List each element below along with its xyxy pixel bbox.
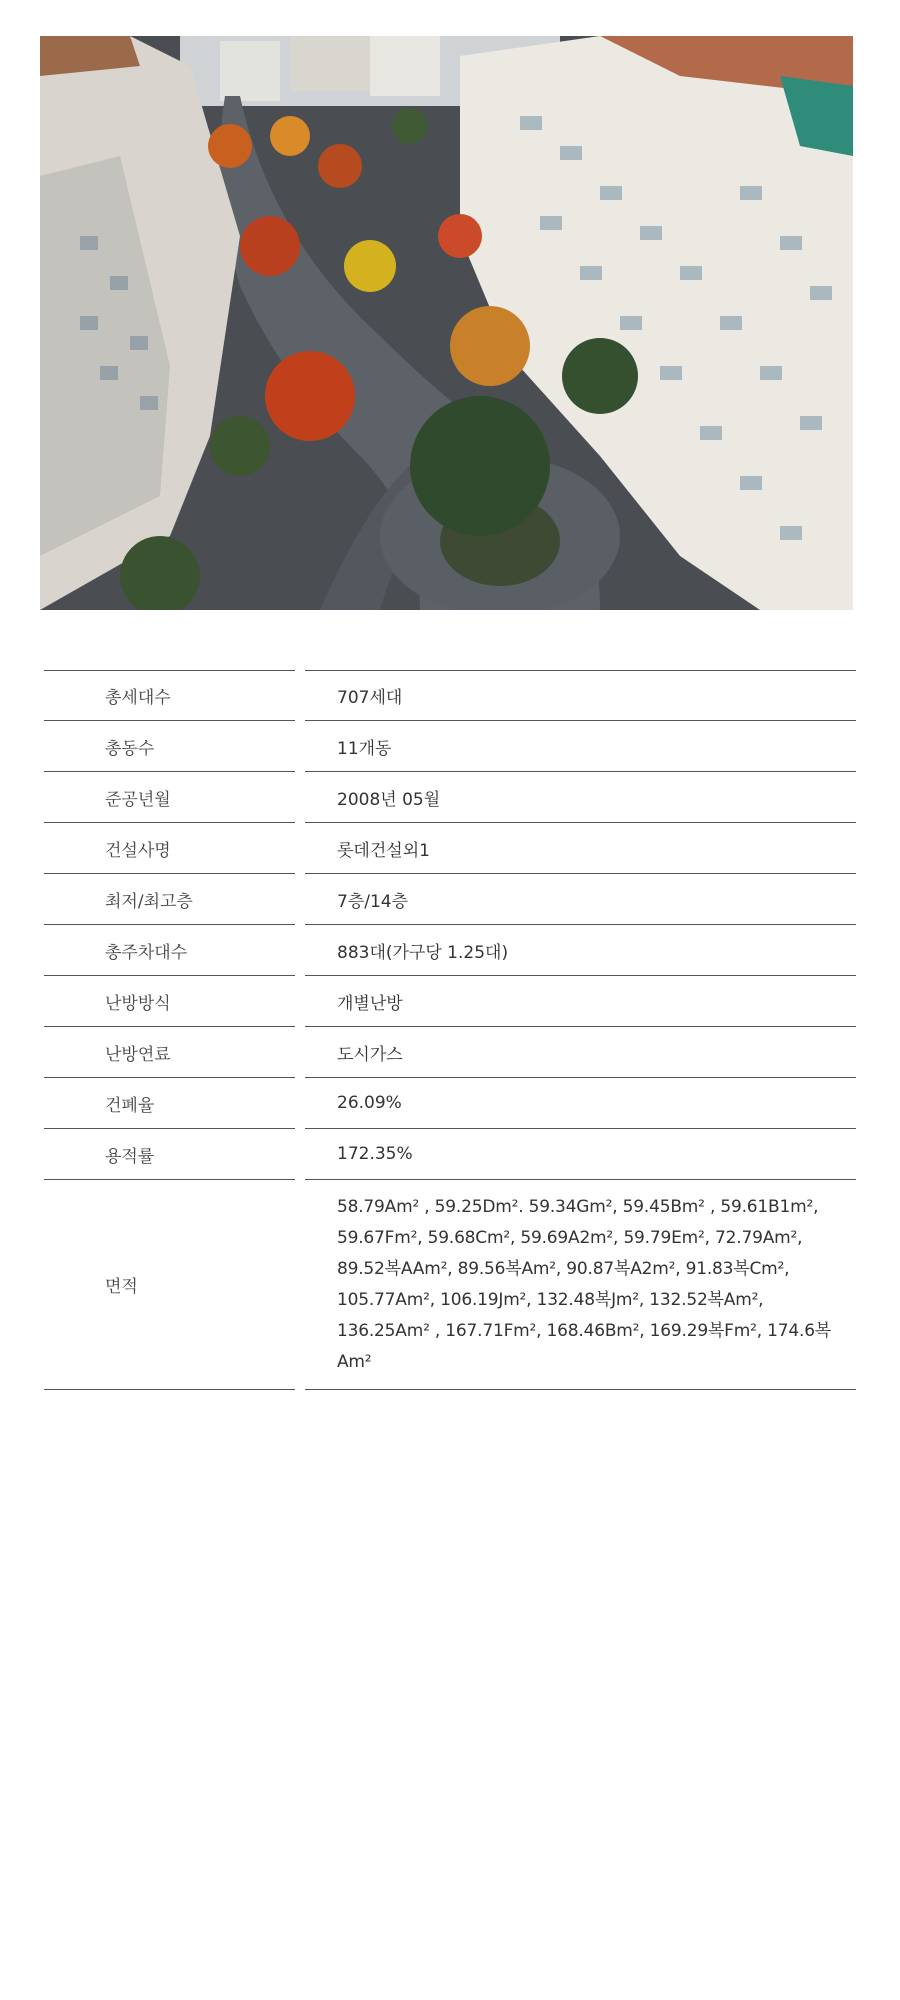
photo-illustration	[40, 36, 853, 610]
info-row-total-households	[44, 670, 856, 721]
info-value: 883대(가구당 1.25대)	[305, 925, 856, 976]
info-value: 롯데건설외1	[305, 823, 856, 874]
info-row-parking	[44, 925, 856, 976]
info-row-completion-date	[44, 772, 856, 823]
info-label: 난방방식	[44, 976, 295, 1027]
info-label: 면적	[44, 1180, 295, 1390]
info-row-builder	[44, 823, 856, 874]
info-row-building-coverage	[44, 1078, 856, 1129]
info-value: 707세대	[305, 670, 856, 721]
info-label: 건폐율	[44, 1078, 295, 1129]
info-row-floors	[44, 874, 856, 925]
info-row-unit-areas	[44, 1180, 856, 1390]
complex-info-table	[44, 670, 856, 1390]
info-row-floor-area-ratio	[44, 1129, 856, 1180]
info-value: 11개동	[305, 721, 856, 772]
info-value: 58.79Am² , 59.25Dm². 59.34Gm², 59.45Bm² , 59.61B1m², 59.67Fm², 59.68Cm², 59.69A2m², 59.79Em², 72.79Am², 89.52복AAm², 89.56복Am², 90.87복A2m², 91.83복Cm², 105.77Am², 106.19Jm², 132.48복Jm², 132.52복Am², 136.25Am² , 167.71Fm², 168.46Bm², 169.29복Fm², 174.6복Am²	[305, 1180, 856, 1390]
info-label: 최저/최고층	[44, 874, 295, 925]
info-label: 용적률	[44, 1129, 295, 1180]
info-value: 2008년 05월	[305, 772, 856, 823]
info-label: 총세대수	[44, 670, 295, 721]
info-row-heating-fuel	[44, 1027, 856, 1078]
info-label: 건설사명	[44, 823, 295, 874]
info-label: 총동수	[44, 721, 295, 772]
info-value: 도시가스	[305, 1027, 856, 1078]
info-value: 26.09%	[305, 1078, 856, 1129]
info-label: 준공년월	[44, 772, 295, 823]
info-label: 난방연료	[44, 1027, 295, 1078]
info-value: 172.35%	[305, 1129, 856, 1180]
info-value: 7층/14층	[305, 874, 856, 925]
info-label: 총주차대수	[44, 925, 295, 976]
info-value: 개별난방	[305, 976, 856, 1027]
complex-aerial-photo	[40, 36, 853, 610]
info-row-total-buildings	[44, 721, 856, 772]
info-row-heating-method	[44, 976, 856, 1027]
